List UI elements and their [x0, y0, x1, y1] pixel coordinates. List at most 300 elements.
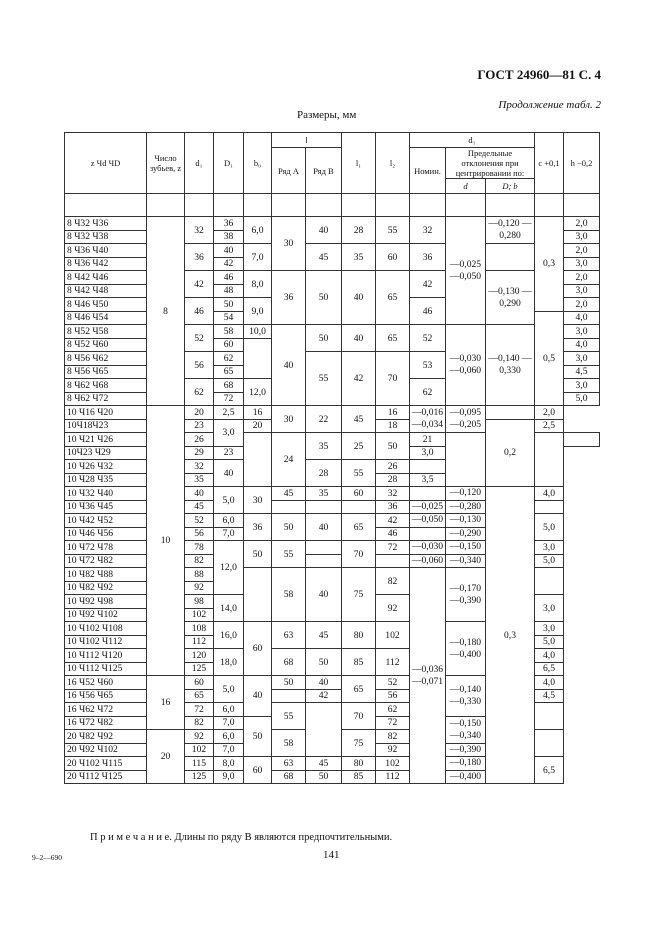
col-head-row-a: Ряд А: [272, 148, 306, 194]
cell-col-4: 18,0: [214, 649, 244, 676]
cell-col-9: 18: [376, 419, 410, 433]
cell-D1: 46: [214, 271, 244, 285]
cell-designation: 10 Ч42 Ч52: [65, 514, 147, 528]
cell-designation: 16 Ч72 Ч82: [65, 716, 147, 730]
cell-col-13: 5,0: [564, 392, 600, 406]
cell-col-4: 7,0: [244, 244, 272, 271]
cell-D1: 102: [185, 743, 214, 757]
cell-col-10: [410, 487, 446, 501]
cell-designation: 8 Ч62 Ч68: [65, 379, 147, 393]
cell-col-13: [535, 703, 564, 730]
cell-col-5: 40: [244, 676, 272, 717]
cell-col-7: [306, 500, 342, 514]
cell-col-9: 42: [410, 271, 446, 298]
cell-designation: 8 Ч62 Ч72: [65, 392, 147, 406]
cell-col-5: [244, 568, 272, 622]
cell-col-10: —0,060: [410, 554, 446, 568]
col-head-row-b: Ряд В: [306, 148, 342, 194]
table-row: [65, 406, 600, 420]
units-caption: Размеры, мм: [297, 109, 357, 121]
cell-designation: 10 Ч32 Ч40: [65, 487, 147, 501]
cell-col-13: 6,5: [535, 662, 564, 676]
cell-col-6: 68: [272, 649, 306, 676]
cell-col-2: 42: [185, 271, 214, 298]
cell-designation: 10 Ч28 Ч35: [65, 473, 147, 487]
cell-col-4: 12,0: [244, 379, 272, 406]
cell-col-8: 70: [376, 352, 410, 406]
cell-col-8: 65: [342, 514, 376, 541]
cell-col-4: 7,0: [214, 527, 244, 541]
cell-col-4: 9,0: [214, 770, 244, 784]
cell-col-9: 92: [376, 743, 410, 757]
cell-designation: 10 Ч26 Ч32: [65, 460, 147, 474]
table-row: [65, 325, 600, 339]
cell-col-6: 55: [306, 352, 342, 406]
cell-designation: 20 Ч82 Ч92: [65, 730, 147, 744]
cell-designation: 8 Ч52 Ч58: [65, 325, 147, 339]
cell-D1: 68: [214, 379, 244, 393]
cell-designation: 8 Ч42 Ч48: [65, 284, 147, 298]
table-note: П р и м е ч а н и е. Длины по ряду В являются предпочтительными.: [90, 832, 393, 843]
cell-col-13: 3,0: [564, 325, 600, 339]
cell-col-13: 3,5: [410, 473, 446, 487]
cell-col-9: 32: [376, 487, 410, 501]
cell-col-8: 75: [342, 568, 376, 622]
cell-col-13: [535, 730, 564, 757]
cell-col-13: [535, 500, 564, 514]
cell-col-8: 55: [342, 460, 376, 487]
cell-designation: 10 Ч102 Ч112: [65, 635, 147, 649]
cell-D1: 58: [214, 325, 244, 339]
cell-col-6: 45: [272, 487, 306, 501]
cell-designation: 16 Ч56 Ч65: [65, 689, 147, 703]
page-header: [0, 0, 661, 130]
table-row: [65, 487, 600, 501]
cell-col-12: 0,3: [535, 217, 564, 312]
cell-col-7: [306, 541, 342, 555]
cell-col-7: 25: [342, 433, 376, 460]
cell-col-8: 85: [342, 770, 376, 784]
cell-col-4: 10,0: [244, 325, 272, 339]
cell-col-8: 80: [342, 757, 376, 771]
cell-col-13: 4,5: [535, 689, 564, 703]
cell-col-13: 3,0: [535, 541, 564, 555]
cell-col-6: 58: [272, 568, 306, 622]
cell-col-11: —0,290: [446, 527, 486, 541]
cell-designation: 8 Ч42 Ч46: [65, 271, 147, 285]
cell-col-6: 63: [272, 622, 306, 649]
cell-D1: 120: [185, 649, 214, 663]
cell-col-13: 2,0: [535, 406, 564, 420]
cell-designation: 10 Ч21 Ч26: [65, 433, 147, 447]
cell-col-13: 2,0: [564, 271, 600, 285]
cell-col-1: 16: [147, 676, 185, 730]
cell-designation: 8 Ч56 Ч62: [65, 352, 147, 366]
cell-col-6: 55: [272, 703, 306, 730]
cell-col-5: 50: [244, 716, 272, 757]
col-head-l: l: [272, 133, 342, 148]
cell-col-7: 40: [342, 325, 376, 352]
cell-col-4: [244, 338, 272, 379]
cell-col-5: 60: [244, 622, 272, 676]
cell-D1: 38: [214, 230, 244, 244]
cell-col-4: 16,0: [214, 622, 244, 649]
cell-designation: 10 Ч82 Ч88: [65, 568, 147, 582]
col-head-dev-Db: D; b: [486, 179, 535, 194]
cell-col-4: 14,0: [214, 595, 244, 622]
cell-D1: 65: [214, 365, 244, 379]
cell-col-9: 56: [376, 689, 410, 703]
cell-designation: 10Ч18Ч23: [65, 419, 147, 433]
cell-col-10: —0,030 —0,060: [446, 325, 486, 406]
cell-designation: 10 Ч102 Ч108: [65, 622, 147, 636]
cell-D1: 50: [214, 298, 244, 312]
cell-col-7: 28: [342, 217, 376, 244]
cell-col-4: 8,0: [244, 271, 272, 298]
cell-D1: 92: [185, 730, 214, 744]
cell-designation: 10 Ч72 Ч82: [65, 554, 147, 568]
cell-col-7: 40: [306, 676, 342, 690]
cell-D1: 23: [185, 419, 214, 433]
cell-col-4: 5,0: [214, 487, 244, 514]
cell-designation: 8 Ч36 Ч42: [65, 257, 147, 271]
cell-col-12: 0,3: [486, 487, 535, 784]
cell-col-6: 35: [306, 433, 342, 460]
cell-col-10: —0,030: [410, 541, 446, 555]
cell-col-13: 3,0: [564, 352, 600, 366]
cell-designation: 8 Ч32 Ч38: [65, 230, 147, 244]
cell-col-12: 0,5: [535, 311, 564, 406]
cell-col-12: 0,2: [486, 419, 535, 487]
cell-D1: 98: [185, 595, 214, 609]
cell-D1: 78: [185, 541, 214, 555]
cell-D1: 26: [185, 433, 214, 447]
cell-col-13: 6,5: [535, 757, 564, 784]
cell-col-7: 40: [306, 568, 342, 622]
cell-D1: 108: [185, 622, 214, 636]
cell-col-8: 70: [342, 703, 376, 730]
cell-D1: 52: [185, 514, 214, 528]
cell-D1: 72: [214, 392, 244, 406]
cell-col-4: 6,0: [214, 514, 244, 528]
col-head-dev-d: d: [446, 179, 486, 194]
cell-designation: 8 Ч32 Ч36: [65, 217, 147, 231]
cell-designation: 8 Ч46 Ч50: [65, 298, 147, 312]
cell-col-13: 3,0: [535, 622, 564, 636]
cell-col-7: [306, 554, 342, 568]
cell-col-7: 42: [342, 352, 376, 406]
page-number: 141: [323, 849, 340, 861]
table-row: [65, 271, 600, 285]
cell-col-8: 55: [376, 217, 410, 244]
cell-col-10: —0,016 —0,034: [410, 406, 446, 433]
cell-col-13: 4,0: [564, 338, 600, 352]
cell-col-13: 2,0: [564, 217, 600, 231]
cell-col-8: 50: [376, 433, 410, 460]
cell-D1: 125: [185, 770, 214, 784]
cell-col-5: 16: [244, 406, 272, 420]
cell-col-10: [410, 527, 446, 541]
cell-col-9: 36: [376, 500, 410, 514]
cell-D1: 42: [214, 257, 244, 271]
cell-col-10: —0,025: [410, 500, 446, 514]
cell-col-6: 50: [272, 676, 306, 690]
cell-D1: 35: [185, 473, 214, 487]
cell-col-9: 62: [410, 379, 446, 406]
cell-col-7: 42: [306, 689, 342, 703]
cell-col-7: 50: [306, 770, 342, 784]
cell-col-13: 4,0: [535, 676, 564, 690]
cell-designation: 8 Ч36 Ч40: [65, 244, 147, 258]
cell-D1: 36: [214, 217, 244, 231]
cell-col-11: [486, 244, 535, 271]
cell-col-5: 30: [244, 487, 272, 514]
cell-col-7: 22: [306, 406, 342, 433]
cell-col-8: 80: [342, 622, 376, 649]
table-row: [65, 217, 600, 231]
cell-designation: 10 Ч16 Ч20: [65, 406, 147, 420]
cell-col-9: 102: [376, 622, 410, 649]
cell-col-11: [535, 433, 564, 487]
cell-col-9: 102: [376, 757, 410, 771]
cell-col-11: —0,140 —0,330: [446, 676, 486, 717]
spline-dimensions-table: [64, 132, 600, 784]
cell-col-11: —0,340: [446, 554, 486, 568]
cell-designation: 8 Ч56 Ч65: [65, 365, 147, 379]
cell-designation: 10 Ч36 Ч45: [65, 500, 147, 514]
cell-col-13: 2,5: [535, 419, 564, 433]
cell-col-10: [446, 433, 486, 487]
cell-D1: 60: [214, 338, 244, 352]
cell-col-11: —0,150: [446, 541, 486, 555]
cell-col-9: 112: [376, 649, 410, 676]
cell-col-11: —0,120: [446, 487, 486, 501]
cell-D1: 82: [185, 716, 214, 730]
cell-col-13: 4,0: [535, 487, 564, 501]
cell-col-6: 55: [272, 541, 306, 568]
cell-col-11: —0,120 —0,280: [486, 217, 535, 244]
cell-col-4: 3,0: [214, 419, 244, 446]
cell-D1: 102: [185, 608, 214, 622]
cell-col-5: 40: [272, 325, 306, 406]
cell-col-8: 65: [376, 325, 410, 352]
cell-D1: 32: [185, 460, 214, 474]
cell-col-9: 32: [410, 217, 446, 244]
col-head-teeth: Число зубьев, z: [147, 133, 185, 194]
cell-col-5: 36: [272, 271, 306, 325]
cell-designation: 10 Ч112 Ч125: [65, 662, 147, 676]
cell-col-9: 16: [376, 406, 410, 420]
cell-col-11: —0,150 —0,340: [446, 716, 486, 743]
cell-col-10: —0,036 —0,071: [410, 568, 446, 784]
cell-designation: 8 Ч46 Ч54: [65, 311, 147, 325]
cell-col-9: 21: [410, 433, 446, 447]
cell-col-6: 40: [214, 460, 244, 487]
cell-col-13: 4,0: [535, 649, 564, 663]
cell-col-8: 70: [342, 541, 376, 568]
cell-col-8: [342, 500, 376, 514]
cell-col-9: 26: [376, 460, 410, 474]
cell-col-13: 3,0: [564, 284, 600, 298]
cell-col-9: 82: [376, 568, 410, 595]
cell-designation: 16 Ч62 Ч72: [65, 703, 147, 717]
cell-col-4: 8,0: [214, 757, 244, 771]
cell-col-1: 10: [147, 406, 185, 676]
cell-col-9: 23: [214, 446, 244, 460]
cell-designation: 16 Ч52 Ч60: [65, 676, 147, 690]
cell-col-6: 45: [306, 244, 342, 271]
cell-designation: 20 Ч102 Ч115: [65, 757, 147, 771]
cell-col-5: 30: [272, 217, 306, 271]
cell-D1: 65: [185, 689, 214, 703]
cell-col-9: 62: [376, 703, 410, 717]
cell-col-6: 40: [306, 217, 342, 244]
cell-D1: 88: [185, 568, 214, 582]
cell-col-9: 52: [376, 676, 410, 690]
cell-col-4: 9,0: [244, 298, 272, 325]
table-row: [65, 244, 600, 258]
cell-col-13: [535, 568, 564, 595]
cell-designation: 10Ч23 Ч29: [65, 446, 147, 460]
cell-col-4: 6,0: [244, 217, 272, 244]
col-head-d2: d₁: [410, 133, 535, 148]
cell-col-9: 82: [376, 730, 410, 744]
cell-col-5: 36: [244, 514, 272, 541]
cell-D1: 56: [185, 527, 214, 541]
cell-D1: 62: [214, 352, 244, 366]
cell-col-13: 4,5: [564, 365, 600, 379]
cell-col-13: 3,0: [564, 230, 600, 244]
cell-col-13: 3,0: [564, 379, 600, 393]
cell-col-9: 52: [410, 325, 446, 352]
cell-col-6: 50: [306, 271, 342, 325]
cell-col-11: —0,390: [446, 743, 486, 757]
cell-col-13: 5,0: [535, 554, 564, 568]
cell-col-4: 7,0: [214, 716, 244, 730]
col-head-b0: b₀: [244, 133, 272, 194]
cell-col-1: 8: [147, 217, 185, 406]
cell-col-4: 2,5: [214, 406, 244, 420]
cell-col-13: [410, 460, 446, 474]
cell-designation: 10 Ч112 Ч120: [65, 649, 147, 663]
cell-col-6: 50: [306, 325, 342, 352]
cell-col-13: 3,0: [535, 595, 564, 622]
cell-col-7: 45: [306, 622, 342, 649]
cell-col-11: —0,280: [446, 500, 486, 514]
table-continuation: Продолжение табл. 2: [498, 99, 601, 111]
cell-col-13: 3,0: [410, 446, 446, 460]
cell-col-4: 6,0: [214, 703, 244, 717]
cell-col-7: 40: [306, 514, 342, 541]
cell-col-11: —0,130: [446, 514, 486, 528]
cell-col-9: 42: [376, 514, 410, 528]
cell-D1: 54: [214, 311, 244, 325]
cell-designation: 10 Ч92 Ч102: [65, 608, 147, 622]
cell-col-13: 3,0: [564, 257, 600, 271]
col-head-l2: l₂: [376, 133, 410, 194]
cell-col-2: 36: [185, 244, 214, 271]
cell-col-13: 5,0: [535, 514, 564, 541]
cell-D1: 92: [185, 581, 214, 595]
col-head-deviations: Предельные отклонения при центрировании по:: [446, 148, 535, 179]
cell-designation: 10 Ч92 Ч98: [65, 595, 147, 609]
cell-D1: 115: [185, 757, 214, 771]
cell-col-2: 62: [185, 379, 214, 406]
col-head-l1: l₁: [342, 133, 376, 194]
cell-col-8: 60: [376, 244, 410, 271]
cell-designation: 10 Ч46 Ч56: [65, 527, 147, 541]
cell-D1: 40: [185, 487, 214, 501]
cell-col-2: 46: [185, 298, 214, 325]
cell-col-13: 2,0: [564, 298, 600, 312]
cell-col-9: 46: [410, 298, 446, 325]
cell-col-4: 6,0: [214, 730, 244, 744]
cell-col-11: —0,400: [446, 770, 486, 784]
cell-col-9: 36: [410, 244, 446, 271]
cell-col-7: [306, 703, 342, 757]
cell-col-10: —0,050: [410, 514, 446, 528]
print-code: 9–2—690: [32, 853, 62, 862]
cell-col-5: 60: [244, 757, 272, 784]
cell-col-11: —0,095 —0,205: [446, 406, 486, 433]
cell-col-6: 30: [272, 406, 306, 433]
col-head-c: с +0,1: [535, 133, 564, 194]
cell-col-7: 40: [342, 271, 376, 325]
cell-col-9: 92: [376, 595, 410, 622]
cell-col-11: —0,170 —0,390: [446, 568, 486, 622]
cell-col-9: 53: [410, 352, 446, 379]
cell-col-6: [272, 689, 306, 703]
cell-col-4: 5,0: [214, 676, 244, 703]
cell-col-9: 112: [376, 770, 410, 784]
cell-designation: 20 Ч112 Ч125: [65, 770, 147, 784]
cell-col-9: 72: [376, 716, 410, 730]
col-head-designation: z Чd ЧD: [65, 133, 147, 194]
cell-col-6: 58: [272, 730, 306, 757]
cell-col-7: 35: [306, 487, 342, 501]
cell-col-13: 5,0: [535, 635, 564, 649]
cell-col-7: 28: [306, 460, 342, 487]
col-head-nominal: Номин.: [410, 148, 446, 194]
document-title: ГОСТ 24960—81 С. 4: [477, 67, 601, 82]
cell-col-9: 28: [376, 473, 410, 487]
col-head-h: h −0,2: [564, 133, 600, 194]
cell-col-2: 52: [185, 325, 214, 352]
cell-col-8: 65: [376, 271, 410, 325]
cell-col-1: 20: [147, 730, 185, 784]
cell-D1: 48: [214, 284, 244, 298]
cell-col-4: 7,0: [214, 743, 244, 757]
cell-designation: 8 Ч52 Ч60: [65, 338, 147, 352]
cell-D1: 60: [185, 676, 214, 690]
cell-col-11: —0,130 —0,290: [486, 271, 535, 325]
cell-col-2: 32: [185, 217, 214, 244]
cell-col-8: 85: [342, 649, 376, 676]
cell-D1: 82: [185, 554, 214, 568]
cell-col-5: 50: [244, 541, 272, 568]
cell-col-9: 72: [376, 541, 410, 555]
cell-col-6: 50: [272, 514, 306, 541]
cell-D1: 125: [185, 662, 214, 676]
cell-col-8: 60: [342, 487, 376, 501]
col-head-d1: d₁: [185, 133, 214, 194]
cell-designation: 20 Ч92 Ч102: [65, 743, 147, 757]
cell-D1: 112: [185, 635, 214, 649]
cell-col-11: —0,140 —0,330: [486, 325, 535, 406]
cell-col-13: 2,0: [564, 244, 600, 258]
cell-D1: 20: [185, 406, 214, 420]
col-head-D1: D₁: [214, 133, 244, 194]
